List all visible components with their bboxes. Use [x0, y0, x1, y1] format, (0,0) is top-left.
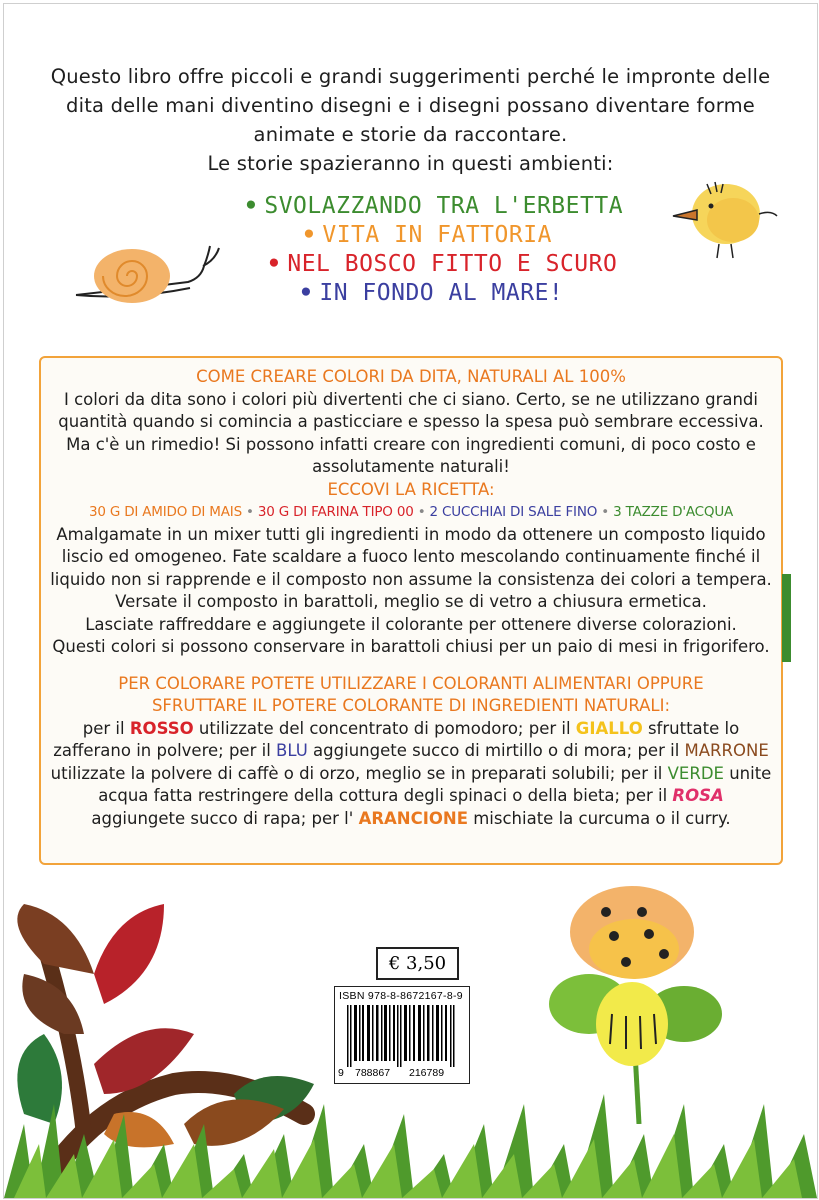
coloring-line: acqua fatta restringere della cottura degli spinaci o della bieta; per il ROSA: [98, 786, 724, 805]
ean-first: 9: [338, 1067, 344, 1079]
environments-list: [244, 192, 623, 308]
color-word-arancione: ARANCIONE: [358, 808, 468, 828]
ingredient: 3 TAZZE D'ACQUA: [613, 504, 734, 520]
ingredient: 2 CUCCHIAI DI SALE FINO: [429, 504, 598, 520]
recipe-title: COME CREARE COLORI DA DITA, NATURALI AL 100%: [196, 367, 626, 386]
snail-illustration: [70, 238, 230, 308]
color-word-giallo: GIALLO: [575, 718, 643, 738]
coloring-line: zafferano in polvere; per il BLU aggiungete succo di mirtillo o di mora; per il MARRONE: [53, 741, 769, 760]
coloring-title: PER COLORARE POTETE UTILIZZARE I COLORANTI ALIMENTARI OPPURE: [118, 673, 704, 693]
intro-text: [4, 62, 817, 178]
recipe-content: [41, 366, 781, 830]
intro-line: dita delle mani diventino disegni e i disegni possano diventare forme: [66, 94, 755, 117]
environment-item: • IN FONDO AL MARE!: [299, 280, 564, 306]
color-word-blu: BLU: [276, 741, 308, 760]
color-word-marrone: MARRONE: [684, 741, 769, 760]
price-label: € 3,50: [376, 947, 459, 980]
ingredient: 30 G DI AMIDO DI MAIS: [88, 504, 242, 520]
coloring-line: utilizzate la polvere di caffè o di orzo, meglio se in preparati solubili; per il VERDE unite: [50, 763, 772, 783]
recipe-step: Amalgamate in un mixer tutti gli ingredienti in modo da ottenere un composto liquido: [56, 524, 766, 544]
barcode-bars: [347, 1005, 457, 1067]
recipe-intro-line: assolutamente naturali!: [312, 457, 510, 476]
environment-item: • VITA IN FATTORIA: [302, 222, 552, 248]
ingredient: 30 G DI FARINA TIPO 00: [257, 504, 414, 520]
recipe-step: Versate il composto in barattoli, meglio se di vetro a chiusura ermetica.: [115, 592, 707, 611]
intro-line: animate e storie da raccontare.: [253, 123, 568, 146]
environment-item: • SVOLAZZANDO TRA L'ERBETTA: [244, 193, 624, 219]
recipe-step: liquido non si rapprende e il composto non assume la consistenza dei colori a tempera.: [50, 569, 772, 589]
recipe-intro-line: I colori da dita sono i colori più divertenti che ci siano. Certo, se ne utilizzano grandi: [64, 389, 758, 409]
recipe-subtitle: ECCOVI LA RICETTA:: [327, 479, 495, 499]
ean-left: 788867: [355, 1067, 391, 1079]
flower-illustration: [544, 884, 724, 1124]
recipe-intro-line: Ma c'è un rimedio! Si possono infatti creare con ingredienti comuni, di poco costo e: [66, 434, 756, 454]
ean-right: 216789: [409, 1067, 445, 1079]
color-word-rosso: ROSSO: [129, 718, 194, 738]
environment-item: • NEL BOSCO FITTO E SCURO: [267, 251, 618, 277]
barcode: [334, 986, 470, 1084]
intro-line: Le storie spazieranno in questi ambienti:: [207, 152, 614, 175]
intro-line: Questo libro offre piccoli e grandi suggerimenti perché le impronte delle: [50, 65, 771, 88]
recipe-step: Lasciate raffreddare e aggiungete il colorante per ottenere diverse colorazioni.: [85, 614, 737, 634]
recipe-box: [39, 356, 783, 865]
page-edge-tab: [782, 574, 791, 662]
recipe-intro-line: quantità quando si comincia a pasticciare e spesso la spesa può sembrare eccessiva.: [58, 412, 764, 431]
ingredients-line: 30 G DI AMIDO DI MAIS • 30 G DI FARINA TIPO 00 • 2 CUCCHIAI DI SALE FINO • 3 TAZZE D'ACQUA: [88, 504, 734, 520]
coloring-line: per il ROSSO utilizzate del concentrato di pomodoro; per il GIALLO sfruttate lo: [82, 718, 740, 738]
coloring-line: aggiungete succo di rapa; per l' ARANCIONE mischiate la curcuma o il curry.: [91, 808, 731, 828]
coloring-title: SFRUTTARE IL POTERE COLORANTE DI INGREDIENTI NATURALI:: [151, 696, 671, 715]
isbn-text: ISBN 978-8-8672167-8-9: [339, 990, 463, 1002]
color-word-rosa: ROSA: [672, 786, 724, 805]
recipe-step: liscio ed omogeneo. Fate scaldare a fuoco lento mescolando continuamente finché il: [61, 547, 761, 566]
color-word-verde: VERDE: [667, 763, 724, 783]
recipe-step: Questi colori si possono conservare in barattoli chiusi per un paio di mesi in frigorifero.: [52, 637, 770, 656]
back-cover: [3, 3, 818, 1199]
chick-illustration: [671, 176, 781, 266]
